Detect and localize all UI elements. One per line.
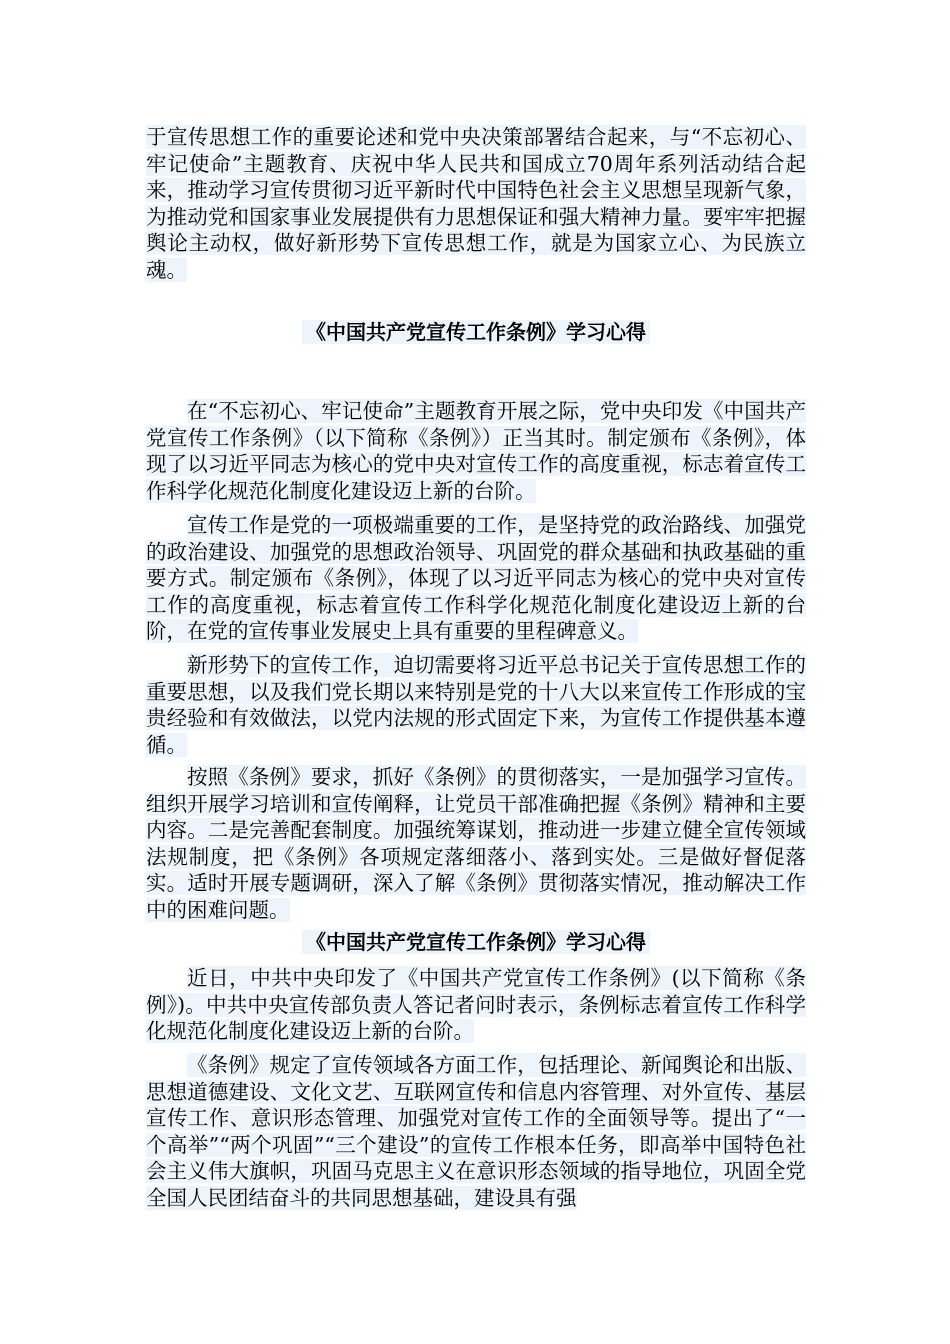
section1-paragraph-4-text: 按照《条例》要求，抓好《条例》的贯彻落实，一是加强学习宣传。组织开展学习培训和宣传阐释，让党员干部准确把握《条例》精神和主要内容。二是完善配套制度。加强统筹谋划，推动进一步建立健全宣传领域法规制度，把《条例》各项规定落细落小、落到实处。三是做好督促落实。适时开展专题调研，深入了解《条例》贯彻落实情况，推动解决工作中的困难问题。: [146, 765, 806, 922]
section1-paragraph-2: [146, 512, 806, 645]
section1-paragraph-4: [146, 764, 806, 924]
section2-paragraph-2: [146, 1052, 806, 1212]
section1-paragraph-1: [146, 398, 806, 504]
section1-paragraph-3: [146, 652, 806, 758]
section1-paragraph-1-text: 在“不忘初心、牢记使命”主题教育开展之际，党中央印发《中国共产党宣传工作条例》（以下简称《条例》）正当其时。制定颁布《条例》，体现了以习近平同志为核心的党中央对宣传工作的高度重视，标志着宣传工作科学化规范化制度化建设迈上新的台阶。: [146, 399, 806, 503]
section1-title-text: 《中国共产党宣传工作条例》学习心得: [302, 320, 650, 344]
section2-paragraph-1: [146, 965, 806, 1045]
section2-title: [146, 928, 806, 956]
section1-paragraph-2-text: 宣传工作是党的一项极端重要的工作，是坚持党的政治路线、加强党的政治建设、加强党的思想政治领导、巩固党的群众基础和执政基础的重要方式。制定颁布《条例》，体现了以习近平同志为核心的党中央对宣传工作的高度重视，标志着宣传工作科学化规范化制度化建设迈上新的台阶，在党的宣传事业发展史上具有重要的里程碑意义。: [146, 513, 806, 644]
intro-text: 于宣传思想工作的重要论述和党中央决策部署结合起来，与“不忘初心、牢记使命”主题教育、庆祝中华人民共和国成立70周年系列活动结合起来，推动学习宣传贯彻习近平新时代中国特色社会主义思想呈现新气象，为推动党和国家事业发展提供有力思想保证和强大精神力量。要牢牢把握舆论主动权，做好新形势下宣传思想工作，就是为国家立心、为民族立魂。: [146, 125, 806, 282]
section2-paragraph-2-text: 《条例》规定了宣传领域各方面工作，包括理论、新闻舆论和出版、思想道德建设、文化文艺、互联网宣传和信息内容管理、对外宣传、基层宣传工作、意识形态管理、加强党对宣传工作的全面领导等。提出了“一个高举”“两个巩固”“三个建设”的宣传工作根本任务，即高举中国特色社会主义伟大旗帜，巩固马克思主义在意识形态领域的指导地位，巩固全党全国人民团结奋斗的共同思想基础，建设具有强: [146, 1053, 806, 1210]
section1-title: [146, 318, 806, 346]
intro-continuation-paragraph: [146, 124, 806, 284]
section2-paragraph-1-text: 近日，中共中央印发了《中国共产党宣传工作条例》(以下简称《条例》)。中共中央宣传部负责人答记者问时表示，条例标志着宣传工作科学化规范化制度化建设迈上新的台阶。: [146, 966, 806, 1044]
section2-title-text: 《中国共产党宣传工作条例》学习心得: [302, 930, 650, 954]
section1-paragraph-3-text: 新形势下的宣传工作，迫切需要将习近平总书记关于宣传思想工作的重要思想，以及我们党长期以来特别是党的十八大以来宣传工作形成的宝贵经验和有效做法，以党内法规的形式固定下来，为宣传工作提供基本遵循。: [146, 653, 806, 757]
